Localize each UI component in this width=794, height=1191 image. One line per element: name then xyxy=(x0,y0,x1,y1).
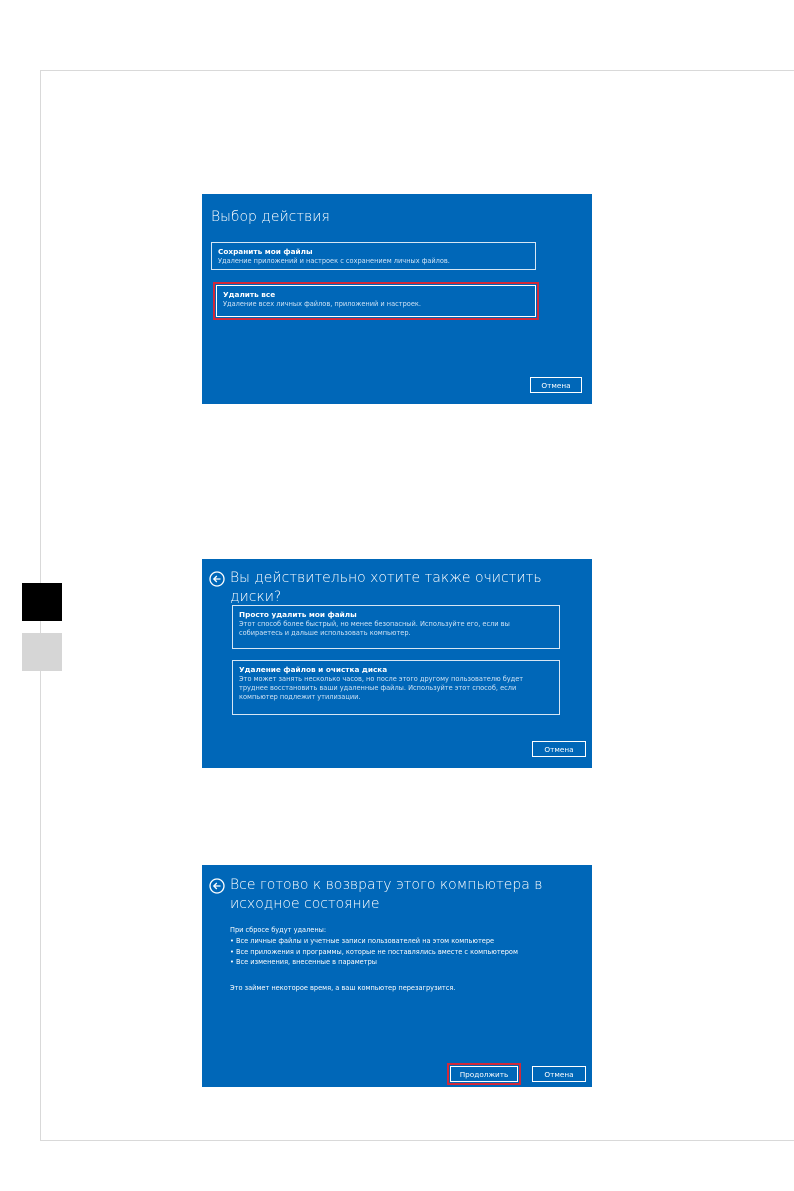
panel-title: Выбор действия xyxy=(211,209,330,225)
list-item: • Все личные файлы и учетные записи пользователей на этом компьютере xyxy=(230,937,495,945)
list-item: • Все изменения, внесенные в параметры xyxy=(230,958,377,966)
clean-drives-screenshot xyxy=(202,559,592,768)
heading-row xyxy=(209,876,560,914)
panel-title: Все готово к возврату этого компьютера в исходное состояние xyxy=(230,877,543,912)
back-arrow-icon[interactable] xyxy=(209,571,225,587)
option-title: Просто удалить мои файлы xyxy=(239,610,357,619)
option-description: Этот способ более быстрый, но менее безопасный. Используйте его, если вы собираетесь и дальше использовать компьютер. xyxy=(239,620,510,637)
continue-button[interactable]: Продолжить xyxy=(450,1066,518,1082)
reset-intro-text: При сбросе будут удалены: xyxy=(230,926,327,934)
remove-everything-option[interactable] xyxy=(216,285,536,317)
cancel-button[interactable]: Отмена xyxy=(532,741,586,757)
back-arrow-icon[interactable] xyxy=(209,878,225,894)
keep-files-option[interactable] xyxy=(211,242,536,270)
just-remove-files-option[interactable] xyxy=(232,605,560,649)
option-description: Это может занять несколько часов, но после этого другому пользователю будет труднее восстановить ваши удаленные файлы. Используйте этот способ, если компьютер подлежит утилизации. xyxy=(239,675,524,701)
option-title: Сохранить мои файлы xyxy=(218,247,313,256)
choose-action-screenshot xyxy=(202,194,592,404)
cancel-button[interactable]: Отмена xyxy=(532,1066,586,1082)
page-frame-bottom xyxy=(40,1140,794,1141)
heading-row xyxy=(209,569,592,607)
page-frame-top xyxy=(40,70,794,71)
option-description: Удаление приложений и настроек с сохранением личных файлов. xyxy=(218,257,450,265)
panel-title: Вы действительно хотите также очистить диски? xyxy=(230,570,542,605)
remove-and-clean-option[interactable] xyxy=(232,660,560,715)
removed-items-list xyxy=(230,936,518,968)
ready-to-reset-screenshot xyxy=(202,865,592,1087)
option-title: Удаление файлов и очистка диска xyxy=(239,665,388,674)
restart-note-text: Это займет некоторое время, а ваш компьютер перезагрузится. xyxy=(230,984,456,992)
section-tab-inactive xyxy=(22,633,62,671)
section-tab-active xyxy=(22,583,62,621)
option-description: Удаление всех личных файлов, приложений и настроек. xyxy=(223,300,421,308)
list-item: • Все приложения и программы, которые не поставлялись вместе с компьютером xyxy=(230,947,518,956)
cancel-button[interactable]: Отмена xyxy=(530,377,582,393)
option-title: Удалить все xyxy=(223,290,276,299)
